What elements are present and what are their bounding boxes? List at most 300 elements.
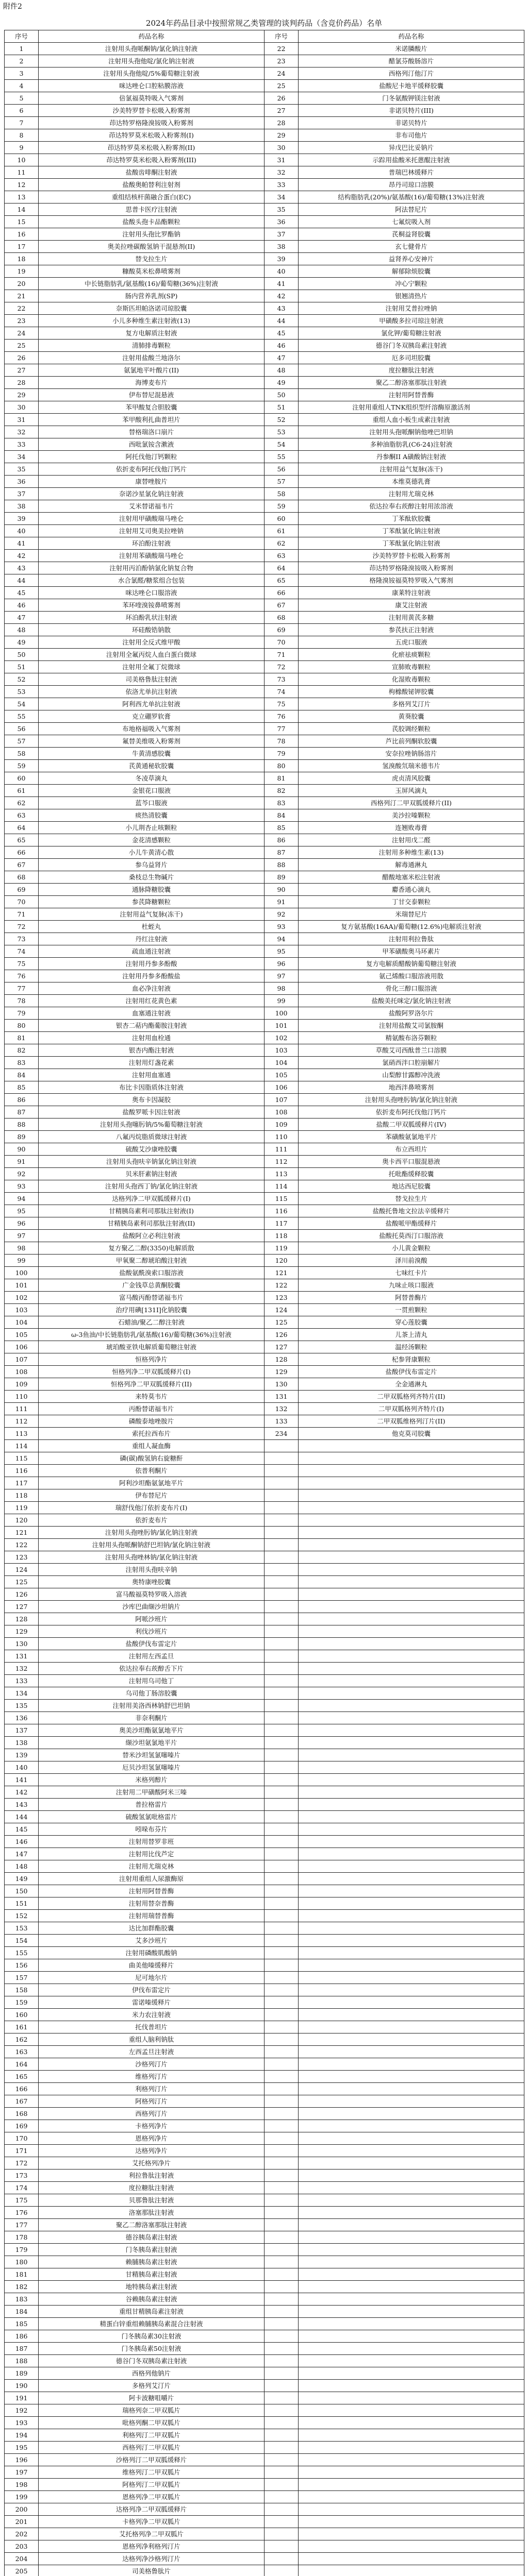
drug-name: 贝米肝素钠注射液: [39, 1168, 265, 1180]
drug-name: 恒格列净片: [39, 1353, 265, 1366]
table-row: [5, 117, 524, 129]
row-number: [265, 2306, 299, 2318]
drug-name: [299, 1527, 524, 1539]
drug-name: 盐酸齿啡酮注射液: [39, 166, 265, 179]
drug-name: 注射用多种维生素(13): [299, 846, 524, 859]
drug-name: 清肺排毒颗粒: [39, 340, 265, 352]
row-number: 124: [5, 1564, 39, 1576]
row-number: 172: [5, 2157, 39, 2170]
drug-name: 恒格列净二甲双胍缓释片(I): [39, 1366, 265, 1378]
row-number: 110: [5, 1391, 39, 1403]
drug-name: 地特胰岛素注射液: [39, 2281, 265, 2293]
table-row: [5, 2306, 524, 2318]
table-row: [5, 686, 524, 698]
table-row: [5, 1601, 524, 1613]
drug-name: [299, 2442, 524, 2454]
drug-name: 七氟烷吸入剂: [299, 216, 524, 228]
row-number: [265, 2442, 299, 2454]
table-row: [5, 723, 524, 735]
row-number: 182: [5, 2281, 39, 2293]
table-row: [5, 1316, 524, 1329]
table-row: [5, 352, 524, 364]
drug-name: 富马酸丙酚替诺福韦片: [39, 1292, 265, 1304]
table-row: [5, 1452, 524, 1465]
table-row: [5, 401, 524, 414]
table-row: [5, 2207, 524, 2219]
row-number: [265, 1638, 299, 1650]
drug-name: 左西孟旦注射液: [39, 2046, 265, 2058]
table-row: [5, 1539, 524, 1551]
row-number: 103: [265, 1044, 299, 1057]
row-number: 31: [5, 414, 39, 426]
drug-name: 利格列汀片: [39, 2083, 265, 2095]
table-row: [5, 1823, 524, 1836]
row-number: 49: [5, 636, 39, 649]
table-row: [5, 1910, 524, 1922]
table-row: [5, 2491, 524, 2503]
drug-name: [299, 1700, 524, 1712]
table-row: [5, 1860, 524, 1873]
row-number: 47: [265, 352, 299, 364]
drug-name: 甘精胰岛素利司那肽注射液(I): [39, 1205, 265, 1217]
table-body: [5, 43, 524, 2576]
drug-name: 美沙拉嗪颗粒: [299, 809, 524, 822]
table-row: [5, 463, 524, 476]
row-number: 102: [5, 1292, 39, 1304]
table-row: [5, 797, 524, 809]
document-title: 2024年药品目录中按照常规乙类管理的谈判药品（含竞价药品）名单: [0, 18, 528, 28]
table-row: [5, 1625, 524, 1638]
table-row: [5, 1848, 524, 1860]
table-row: [5, 1168, 524, 1180]
drug-name: [299, 1539, 524, 1551]
drug-name: 芪胶调经颗粒: [299, 723, 524, 735]
table-row: [5, 1391, 524, 1403]
table-row: [5, 241, 524, 253]
row-number: [265, 1576, 299, 1588]
drug-name: 冲心宁颗粒: [299, 278, 524, 290]
table-row: [5, 2219, 524, 2231]
row-number: [265, 2281, 299, 2293]
drug-name: 厄多司坦胶囊: [299, 352, 524, 364]
row-number: 132: [265, 1403, 299, 1415]
drug-name: 注射用头孢噻肟钠/5%葡萄糖注射液: [39, 1118, 265, 1131]
row-number: 127: [265, 1341, 299, 1353]
drug-name: 阿法替尼片: [299, 204, 524, 216]
table-row: [5, 2380, 524, 2392]
drug-name: 宣肺败毒颗粒: [299, 661, 524, 673]
row-number: [265, 1823, 299, 1836]
row-number: [265, 2120, 299, 2132]
drug-name: 盐酸托鲁地文拉法辛缓释片: [299, 1205, 524, 1217]
table-row: [5, 513, 524, 525]
drug-name: [299, 2219, 524, 2231]
row-number: 69: [5, 884, 39, 896]
drug-name: 注射用左西孟旦: [39, 1650, 265, 1663]
drug-name: [299, 2268, 524, 2281]
table-row: [5, 1576, 524, 1588]
row-number: 5: [5, 92, 39, 105]
row-number: 166: [5, 2083, 39, 2095]
row-number: 13: [5, 191, 39, 204]
row-number: [265, 2429, 299, 2442]
drug-name: [299, 2553, 524, 2565]
table-row: [5, 562, 524, 574]
row-number: 104: [265, 1057, 299, 1069]
drug-name: [299, 1564, 524, 1576]
row-number: 130: [265, 1378, 299, 1391]
drug-name: 安奈拉唑钠肠溶片: [299, 748, 524, 760]
drug-name: 德谷门冬双胰岛素注射液: [299, 340, 524, 352]
drug-name: 麝香通心滴丸: [299, 884, 524, 896]
row-number: 198: [5, 2479, 39, 2491]
row-number: 106: [5, 1341, 39, 1353]
row-number: 150: [5, 1885, 39, 1897]
drug-name: 牛黄清感胶囊: [39, 748, 265, 760]
drug-name: 注射用苯磺酸瑞马唑仑: [39, 550, 265, 562]
drug-name: 益肾养心安神片: [299, 253, 524, 265]
drug-name: 卡格列净二甲双胍片: [39, 2516, 265, 2528]
drug-name: [299, 2083, 524, 2095]
table-row: [5, 710, 524, 723]
drug-name: [299, 2392, 524, 2404]
row-number: 125: [265, 1316, 299, 1329]
row-number: [265, 1996, 299, 2009]
drug-name: 聚乙二醇洛塞那肽注射液: [299, 377, 524, 389]
drug-name: 注射用头孢哌酮钠/氯化钠注射液: [39, 43, 265, 55]
table-row: [5, 67, 524, 80]
drug-name: [299, 2306, 524, 2318]
drug-name: 维格列汀二甲双胍片: [39, 2466, 265, 2479]
drug-name: 五虎口服液: [299, 636, 524, 649]
drug-name: 丁苯酞氯化钠注射液: [299, 537, 524, 550]
drug-name: 瑞格列奈二甲双胍片: [39, 2404, 265, 2417]
drug-name: 米力农注射液: [39, 2009, 265, 2021]
drug-name: 非奈利酮片: [39, 1712, 265, 1724]
table-row: [5, 204, 524, 216]
drug-name: 重组结核杆菌融合蛋白(EC): [39, 191, 265, 204]
drug-name: [299, 1625, 524, 1638]
row-number: [265, 2132, 299, 2145]
drug-name: 茚达特罗莫米松吸入粉雾剂(I): [39, 129, 265, 142]
drug-name: [299, 2046, 524, 2058]
table-row: [5, 698, 524, 710]
table-row: [5, 1799, 524, 1811]
row-number: 131: [5, 1650, 39, 1663]
row-number: 96: [265, 958, 299, 970]
drug-name: 苯甲酸利扎曲普坦片: [39, 414, 265, 426]
row-number: 45: [5, 587, 39, 599]
table-row: [5, 2231, 524, 2244]
drug-name: 昂丹司琼口溶膜: [299, 179, 524, 191]
table-row: [5, 476, 524, 488]
row-number: 174: [5, 2182, 39, 2194]
drug-name: [299, 2454, 524, 2466]
row-number: 44: [265, 315, 299, 327]
row-number: [265, 2145, 299, 2157]
table-row: [5, 537, 524, 550]
drug-name: [299, 1873, 524, 1885]
row-number: 30: [5, 401, 39, 414]
drug-name: 司美格鲁肽片: [39, 2565, 265, 2576]
row-number: 22: [5, 302, 39, 315]
row-number: 62: [5, 797, 39, 809]
table-row: [5, 809, 524, 822]
row-number: 169: [5, 2120, 39, 2132]
drug-name: [299, 1514, 524, 1527]
drug-name: 参芪降糖颗粒: [39, 896, 265, 908]
row-number: [265, 1514, 299, 1527]
row-number: 98: [5, 1242, 39, 1255]
drug-name: 依折麦布阿托伐他汀钙片: [39, 463, 265, 476]
table-row: [5, 2479, 524, 2491]
table-row: [5, 1428, 524, 1440]
row-number: 68: [265, 612, 299, 624]
row-number: 23: [265, 55, 299, 67]
row-number: 117: [265, 1217, 299, 1230]
row-number: 105: [5, 1329, 39, 1341]
drug-name: 德谷胰岛素注射液: [39, 2231, 265, 2244]
table-row: [5, 1774, 524, 1786]
drug-name: 康艾注射液: [299, 599, 524, 612]
table-row: [5, 995, 524, 1007]
row-number: 100: [265, 1007, 299, 1020]
row-number: [265, 1935, 299, 1947]
drug-name: 沙库巴曲缬沙坦钠片: [39, 1601, 265, 1613]
drug-name: 艾托格列净片: [39, 2157, 265, 2170]
drug-name: [299, 1749, 524, 1761]
drug-name: 注射用头孢比罗酯钠: [39, 228, 265, 241]
row-number: 95: [265, 945, 299, 958]
row-number: 195: [5, 2442, 39, 2454]
row-number: 12: [5, 179, 39, 191]
row-number: 64: [265, 562, 299, 574]
table-row: [5, 636, 524, 649]
row-number: 196: [5, 2454, 39, 2466]
drug-name: 维格列汀片: [39, 2071, 265, 2083]
row-number: 118: [5, 1489, 39, 1502]
drug-name: 丹红注射液: [39, 933, 265, 945]
drug-name: 达比加群酯胶囊: [39, 1922, 265, 1935]
table-row: [5, 772, 524, 785]
drug-name: 沙美特罗替卡松吸入粉雾剂: [299, 550, 524, 562]
drug-name: 注射用重组人尿激酶原: [39, 1873, 265, 1885]
row-number: 162: [5, 2033, 39, 2046]
row-number: 1: [5, 43, 39, 55]
drug-name: 依洛尤单抗注射液: [39, 686, 265, 698]
drug-name: 重组人血小板生成素注射液: [299, 414, 524, 426]
table-row: [5, 1329, 524, 1341]
row-number: 77: [5, 982, 39, 995]
table-row: [5, 661, 524, 673]
table-row: [5, 1873, 524, 1885]
drug-name: 奥特康唑胶囊: [39, 1576, 265, 1588]
row-number: 28: [5, 377, 39, 389]
row-number: 119: [265, 1242, 299, 1255]
table-row: [5, 884, 524, 896]
drug-name: [299, 2516, 524, 2528]
row-number: 138: [5, 1737, 39, 1749]
row-number: 111: [5, 1403, 39, 1415]
table-row: [5, 1106, 524, 1118]
row-number: 179: [5, 2244, 39, 2256]
drug-name: [299, 1885, 524, 1897]
drug-name: 盐酸尼卡地平缓释胶囊: [299, 80, 524, 92]
row-number: 127: [5, 1601, 39, 1613]
row-number: [265, 1922, 299, 1935]
row-number: 36: [265, 216, 299, 228]
drug-name: [299, 1502, 524, 1514]
drug-name: 多格列艾汀片: [39, 2380, 265, 2392]
table-row: [5, 1650, 524, 1663]
row-number: [265, 2046, 299, 2058]
table-row: [5, 871, 524, 884]
drug-name: [299, 2330, 524, 2343]
drug-name: [299, 1687, 524, 1700]
drug-name: 西吡氯铵含漱液: [39, 438, 265, 451]
row-number: [265, 1749, 299, 1761]
table-row: [5, 2442, 524, 2454]
table-row: [5, 438, 524, 451]
drug-name: 艾托格列净二甲双胍片: [39, 2528, 265, 2540]
row-number: [265, 1959, 299, 1972]
row-number: 101: [265, 1020, 299, 1032]
row-number: 18: [5, 253, 39, 265]
drug-name: 阿利沙坦酯氨氯地平片: [39, 1477, 265, 1489]
drug-name: 非诺贝特片: [299, 117, 524, 129]
drug-name: 门冬胰岛素30注射液: [39, 2330, 265, 2343]
row-number: 92: [265, 908, 299, 921]
drug-name: [299, 1724, 524, 1737]
table-row: [5, 1193, 524, 1205]
drug-name: 缬沙坦氨氯地平片: [39, 1737, 265, 1749]
row-number: [265, 1650, 299, 1663]
drug-name: 注射用全氟丙烷人血白蛋白微球: [39, 649, 265, 661]
row-number: 160: [5, 2009, 39, 2021]
drug-name: 沙美特罗替卡松吸入粉雾剂: [39, 105, 265, 117]
row-number: [265, 2380, 299, 2392]
drug-name: 痰热清胶囊: [39, 809, 265, 822]
row-number: 180: [5, 2256, 39, 2268]
table-row: [5, 649, 524, 661]
row-number: 43: [265, 302, 299, 315]
drug-name: [299, 1848, 524, 1860]
drug-name: 注射用头孢他啶/5%葡萄糖注射液: [39, 67, 265, 80]
drug-name: [299, 1613, 524, 1625]
table-row: [5, 500, 524, 513]
drug-name: 广金钱草总黄酮胶囊: [39, 1279, 265, 1292]
row-number: 136: [5, 1712, 39, 1724]
row-number: 61: [265, 525, 299, 537]
attachment-label: 附件2: [3, 1, 22, 11]
row-number: 92: [5, 1168, 39, 1180]
row-number: [265, 1527, 299, 1539]
row-number: 65: [265, 574, 299, 587]
drug-name: [299, 1996, 524, 2009]
drug-name: [299, 2021, 524, 2033]
drug-name: 一贯煎颗粒: [299, 1304, 524, 1316]
row-number: [265, 2256, 299, 2268]
drug-name: 西格列汀二甲双胍片: [39, 2442, 265, 2454]
drug-name: 小儿多种维生素注射液(13): [39, 315, 265, 327]
drug-name: 艾多沙班片: [39, 1935, 265, 1947]
table-row: [5, 2429, 524, 2442]
row-number: 98: [265, 982, 299, 995]
row-number: 60: [265, 513, 299, 525]
drug-name: 玉屏风滴丸: [299, 785, 524, 797]
row-number: 58: [5, 748, 39, 760]
row-number: 63: [265, 550, 299, 562]
row-number: [265, 2293, 299, 2306]
table-row: [5, 822, 524, 834]
drug-name: [299, 1477, 524, 1489]
header-name-left: 药品名称: [39, 30, 265, 43]
drug-name: [299, 1922, 524, 1935]
row-number: 197: [5, 2466, 39, 2479]
drug-name: [299, 1910, 524, 1922]
table-row: [5, 55, 524, 67]
drug-name: 甘精胰岛素注射液: [39, 2268, 265, 2281]
row-number: 129: [265, 1366, 299, 1378]
drug-name: 注射用全反式维甲酸: [39, 636, 265, 649]
table-row: [5, 1156, 524, 1168]
drug-name: 盐酸氨酰溴索口服溶液: [39, 1267, 265, 1279]
drug-name: 注射用磷酸肌酸钠: [39, 1947, 265, 1959]
drug-name: 丹参酮II A磺酸钠注射液: [299, 451, 524, 463]
row-number: 194: [5, 2429, 39, 2442]
drug-name: [299, 2466, 524, 2479]
table-row: [5, 982, 524, 995]
drug-name: 达格列净二甲双胍缓释片(I): [39, 1193, 265, 1205]
table-row: [5, 2503, 524, 2516]
drug-name: 多种油脂肪乳(C6-24)注射液: [299, 438, 524, 451]
row-number: [265, 1601, 299, 1613]
row-number: [265, 1836, 299, 1848]
header-no-right: 序号: [265, 30, 299, 43]
drug-name: 注射用黄芪多糖: [299, 612, 524, 624]
drug-name: 琥珀酸亚铁电解质葡萄糖注射液: [39, 1341, 265, 1353]
row-number: 74: [265, 686, 299, 698]
row-number: 30: [265, 142, 299, 154]
table-row: [5, 1836, 524, 1848]
row-number: 204: [5, 2553, 39, 2565]
row-number: 39: [265, 253, 299, 265]
row-number: [265, 1972, 299, 1984]
table-row: [5, 1304, 524, 1316]
row-number: 8: [5, 129, 39, 142]
table-row: [5, 2404, 524, 2417]
row-number: 176: [5, 2207, 39, 2219]
drug-name: 米诺膦酸片: [299, 43, 524, 55]
row-number: 35: [265, 204, 299, 216]
table-row: [5, 1378, 524, 1391]
table-row: [5, 599, 524, 612]
row-number: 50: [265, 389, 299, 401]
drug-name: 注射用瑞替普酶: [39, 1910, 265, 1922]
table-row: [5, 2330, 524, 2343]
table-row: [5, 2392, 524, 2404]
drug-name: [299, 2194, 524, 2207]
drug-name: 本维莫德乳膏: [299, 476, 524, 488]
row-number: 86: [5, 1094, 39, 1106]
drug-name: 血塞通注射液: [39, 1007, 265, 1020]
row-number: 86: [265, 834, 299, 846]
drug-name: 虎贞清风胶囊: [299, 772, 524, 785]
table-row: [5, 1947, 524, 1959]
drug-name: 硫酸艾沙康唑胶囊: [39, 1143, 265, 1156]
drug-name: 二甲双胍格列齐特片(II): [299, 1391, 524, 1403]
row-number: 41: [5, 537, 39, 550]
